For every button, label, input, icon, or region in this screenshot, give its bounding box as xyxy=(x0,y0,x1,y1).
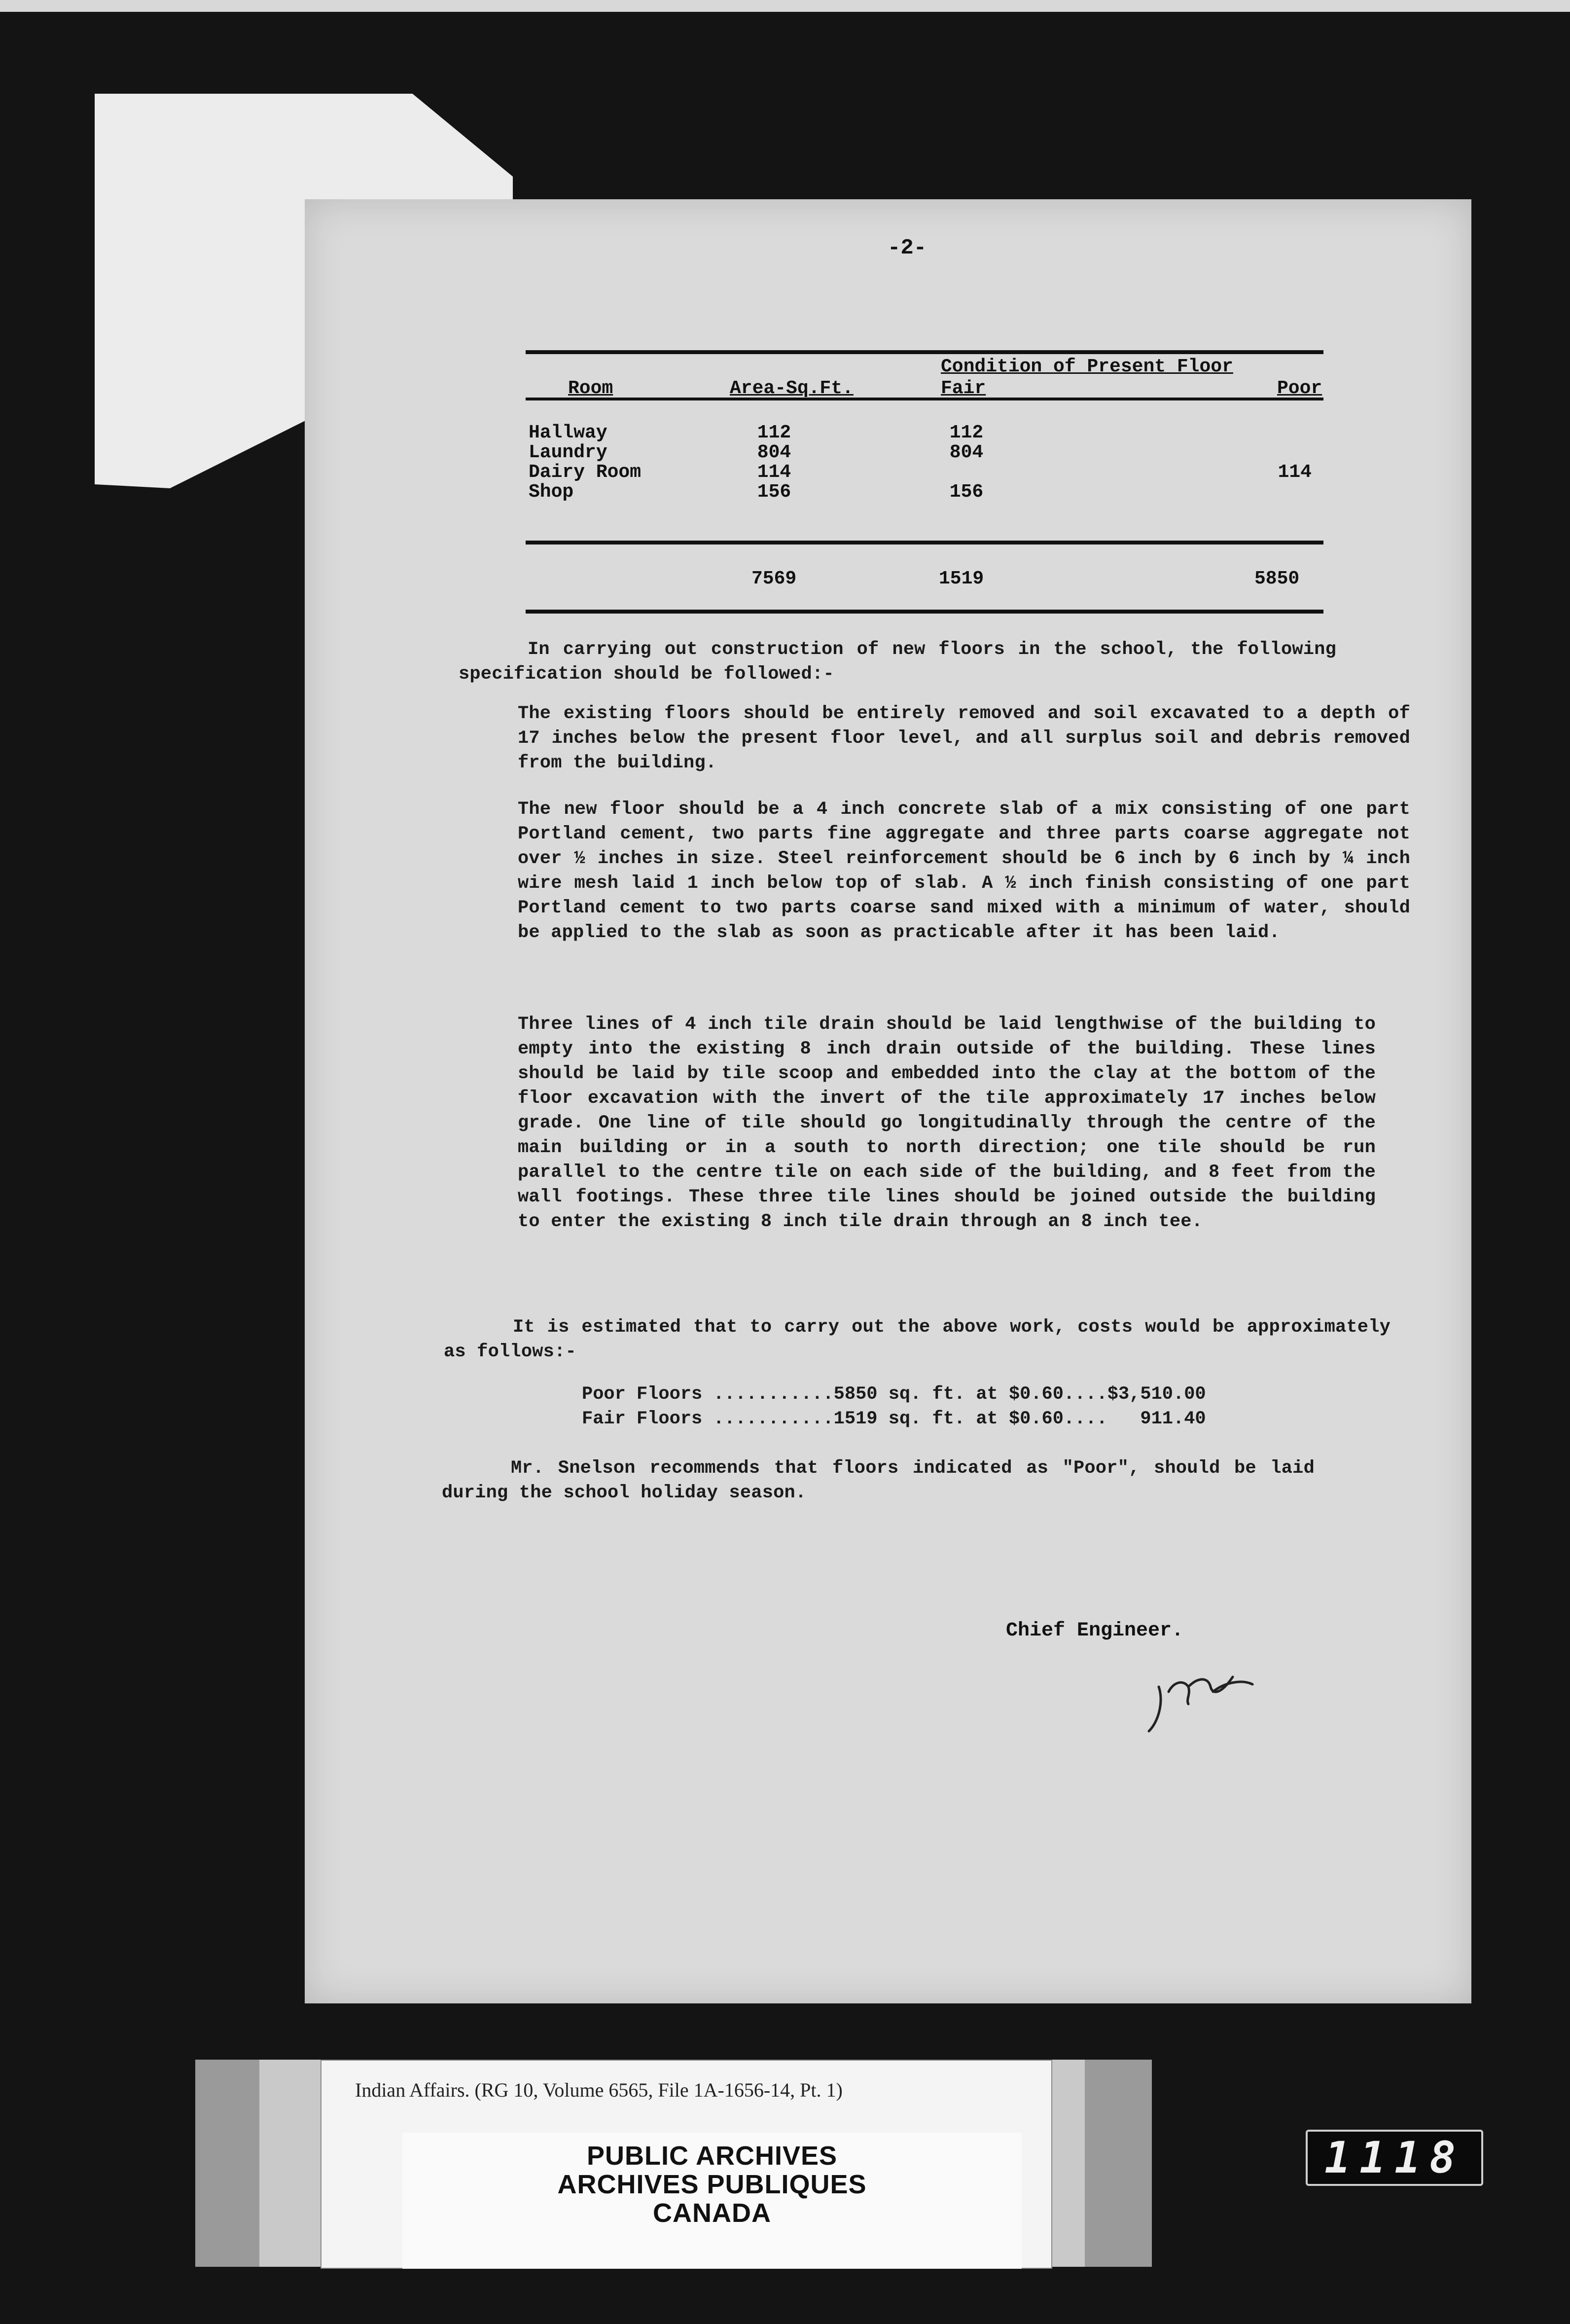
spec-paragraph-excavation: The existing floors should be entirely removed and soil excavated to a depth of 17 inches below the present floor level, and all surplus soil and debris removed from the building. xyxy=(518,703,1410,773)
signoff-title: Chief Engineer. xyxy=(1006,1620,1184,1642)
table-row-room: Laundry xyxy=(529,442,607,463)
archives-name-en: PUBLIC ARCHIVES xyxy=(586,2141,838,2171)
table-top-rule xyxy=(526,350,1323,354)
page-number: -2- xyxy=(888,236,927,260)
room-column xyxy=(529,423,641,502)
table-row-room: Hallway xyxy=(529,422,607,443)
cost-poor-floors: Poor Floors ...........5850 sq. ft. at $0.60....$3,510.00 xyxy=(582,1384,1206,1405)
film-edge xyxy=(0,0,1570,12)
table-row-area: 112 xyxy=(757,422,791,443)
table-row-area: 804 xyxy=(757,442,791,463)
table-row-fair: 156 xyxy=(949,481,984,503)
spec-paragraph-tile-drain: Three lines of 4 inch tile drain should be laid lengthwise of the building to empty into the existing 8 inch drain outside of the building. These lines should be laid by tile scoop and embedded into the clay at the bottom of the floor excavation with the invert of the tile approximately 17 inches below grade. One line of tile should go longitudinally through the centre of the main building or in a south to north direction; one tile should be run parallel to the centre tile on each side of the building, and 8 feet from the wall footings. These three tile lines should be joined outside the building to enter the existing 8 inch tile drain through an 8 inch tee. xyxy=(518,1014,1376,1232)
header-poor: Poor xyxy=(1277,378,1322,399)
table-bottom-rule xyxy=(526,610,1323,614)
table-row-area: 114 xyxy=(757,462,791,483)
archive-reference: Indian Affairs. (RG 10, Volume 6565, File 1A-1656-14, Pt. 1) xyxy=(355,2079,843,2101)
area-column xyxy=(745,423,804,502)
recommendation-paragraph: Mr. Snelson recommends that floors indicated as "Poor", should be laid during the school holiday season. xyxy=(442,1458,1315,1503)
table-total-rule xyxy=(526,541,1323,545)
header-condition: Condition of Present Floor xyxy=(941,356,1233,377)
cost-fair-floors: Fair Floors ...........1519 sq. ft. at $0.60.... 911.40 xyxy=(582,1409,1206,1429)
header-area: Area-Sq.Ft. xyxy=(730,378,854,399)
table-row-room: Dairy Room xyxy=(529,462,642,483)
estimate-paragraph: It is estimated that to carry out the above work, costs would be approximately as follows:- xyxy=(444,1317,1391,1362)
total-fair: 1519 xyxy=(939,568,984,589)
header-room: Room xyxy=(568,378,613,399)
archives-name-fr: ARCHIVES PUBLIQUES xyxy=(557,2170,867,2199)
table-header-rule xyxy=(526,398,1323,400)
table-row-area: 156 xyxy=(757,481,791,503)
total-poor: 5850 xyxy=(1254,568,1300,589)
header-fair: Fair xyxy=(941,378,986,399)
handwritten-initials xyxy=(1139,1657,1257,1736)
table-row-poor: 114 xyxy=(1278,462,1312,483)
label-strip-left-edge xyxy=(195,2060,259,2267)
total-area: 7569 xyxy=(751,568,797,589)
frame-number: 1118 xyxy=(1306,2130,1483,2186)
fair-column xyxy=(937,423,996,502)
table-row-fair xyxy=(937,463,996,482)
spec-paragraph-concrete: The new floor should be a 4 inch concrete slab of a mix consisting of one part Portland cement, two parts fine aggregate and three parts coarse aggregate not over ½ inches in size. Steel reinforcement should be 6 inch by 6 inch by ¼ inch wire mesh laid 1 inch below top of slab. A ½ inch finish consisting of one part Portland cement to two parts coarse sand mixed with a minimum of water, should be applied to the slab as soon as practicable after it has been laid. xyxy=(518,799,1410,943)
intro-paragraph: In carrying out construction of new floors in the school, the following specification should be followed:- xyxy=(459,639,1336,685)
table-row-fair: 804 xyxy=(949,442,984,463)
archives-country: CANADA xyxy=(653,2198,771,2228)
table-row-room: Shop xyxy=(529,481,574,503)
poor-column xyxy=(1252,423,1312,502)
label-strip-right-edge xyxy=(1085,2060,1152,2267)
table-row-fair: 112 xyxy=(949,422,984,443)
